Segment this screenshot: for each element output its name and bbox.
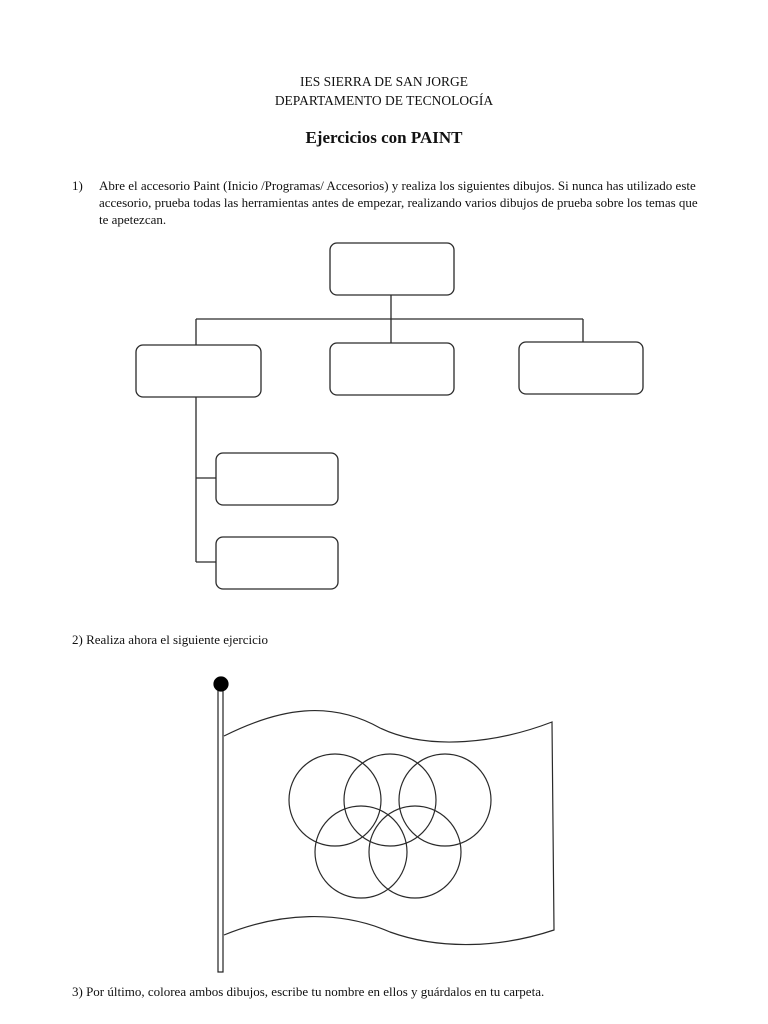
page-title: Ejercicios con PAINT: [305, 128, 463, 147]
exercise-1-number: 1): [72, 178, 83, 193]
olympic-ring-4: [315, 806, 407, 898]
org-box-sub2: [216, 537, 338, 589]
org-chart-diagram: [136, 243, 643, 589]
flag-pole-top-ball: [214, 677, 228, 691]
exercise-2-text: 2) Realiza ahora el siguiente ejercicio: [72, 632, 268, 647]
exercise-3-text: 3) Por último, colorea ambos dibujos, escribe tu nombre en ellos y guárdalos en tu carpeta.: [72, 984, 545, 999]
flag-pole: [218, 686, 223, 972]
org-box-right: [519, 342, 643, 394]
org-box-sub1: [216, 453, 338, 505]
olympic-ring-1: [289, 754, 381, 846]
org-box-top: [330, 243, 454, 295]
school-name: IES SIERRA DE SAN JORGE: [299, 74, 469, 89]
department-name: DEPARTAMENTO DE TECNOLOGÍA: [274, 93, 494, 108]
olympic-ring-2: [344, 754, 436, 846]
olympic-flag-drawing: [214, 677, 554, 972]
exercise-1-text: Abre el accesorio Paint (Inicio /Programas/ Accesorios) y realiza los siguientes dibujos. Si nunca has utilizado este accesorio, prueba todas las herramientas antes de empezar, realizando varios dibujos de prueba sobre los temas que te apetezcan.: [99, 178, 698, 227]
flag-outline: [224, 711, 554, 945]
olympic-ring-3: [399, 754, 491, 846]
org-box-center: [330, 343, 454, 395]
org-box-left: [136, 345, 261, 397]
olympic-ring-5: [369, 806, 461, 898]
